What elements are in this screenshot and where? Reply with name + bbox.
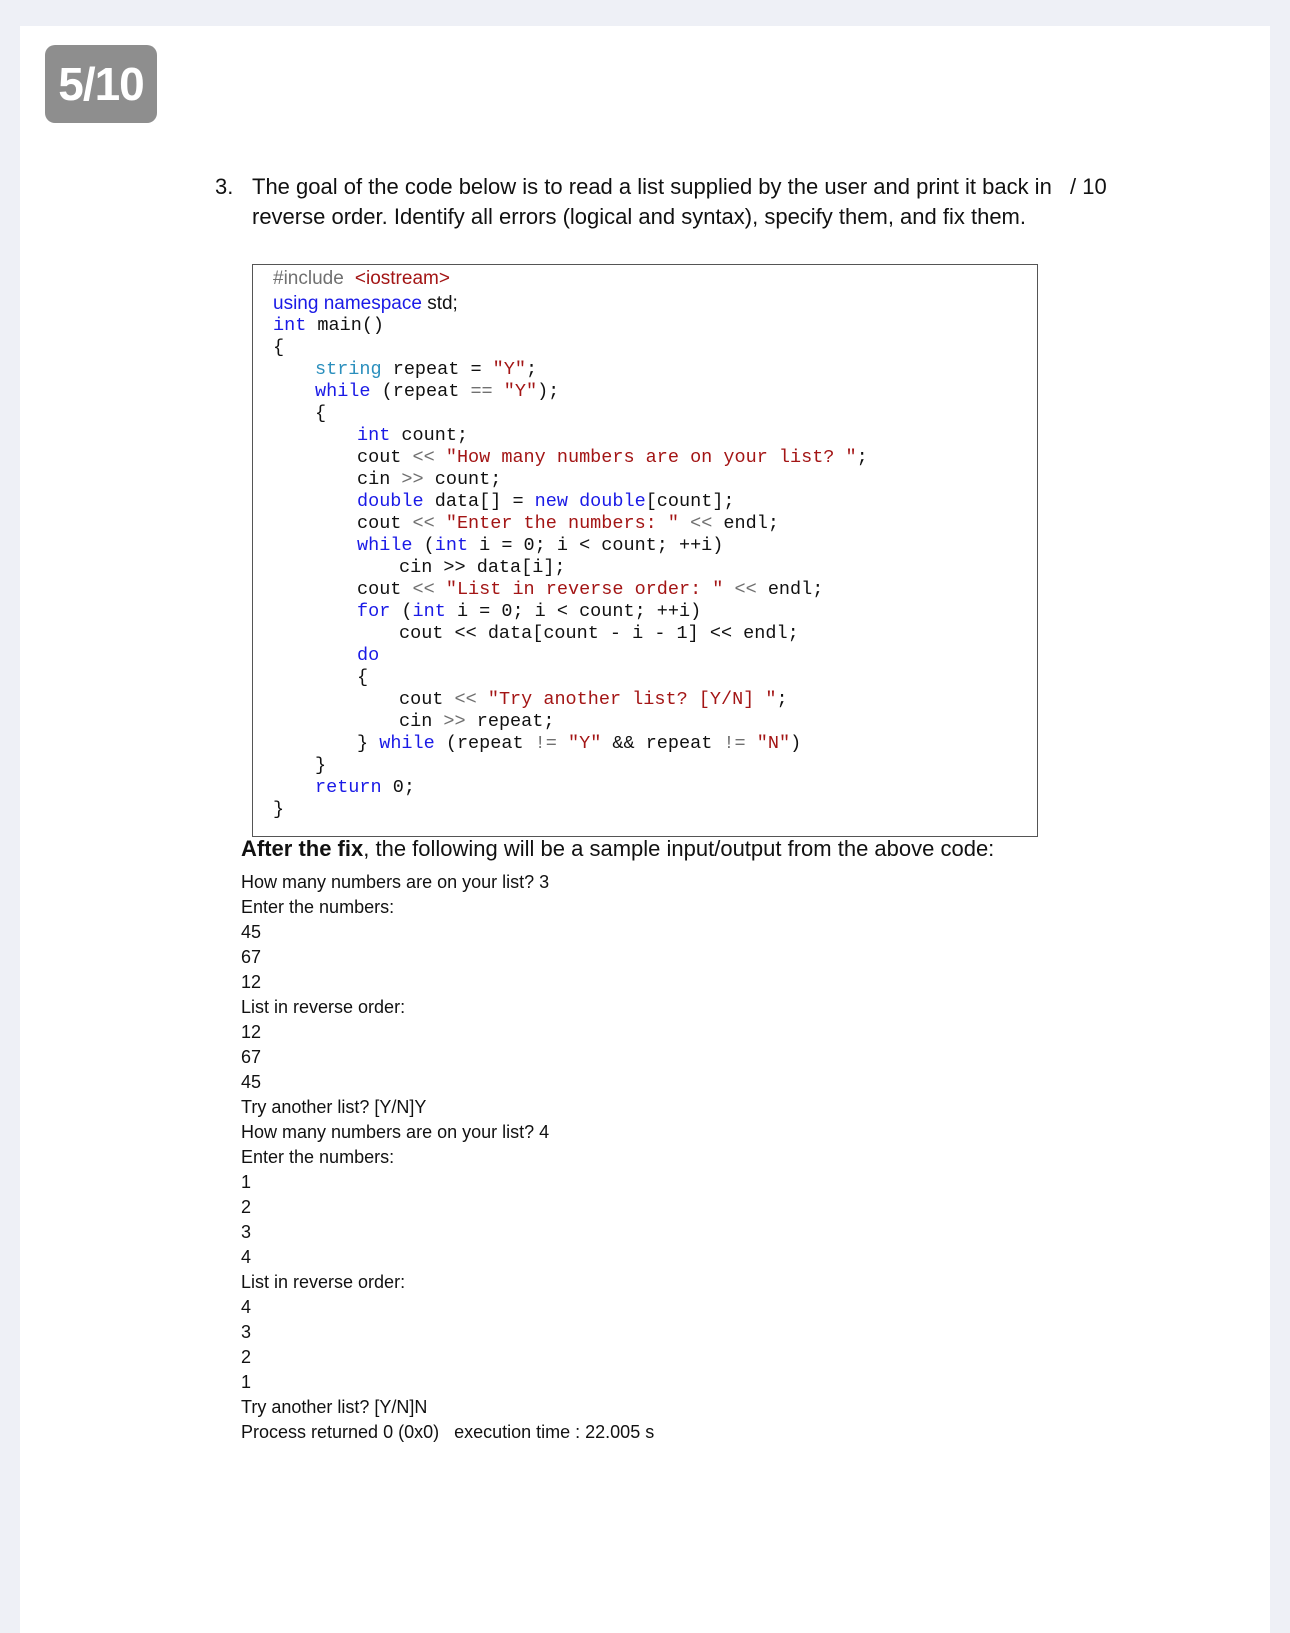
output-line: List in reverse order: xyxy=(241,1272,406,1292)
code-line-12: while (int i = 0; i < count; ++i) xyxy=(357,535,724,556)
output-line: 45 xyxy=(241,1072,262,1092)
code-line-main: int main() xyxy=(273,315,385,336)
code-line-6: { xyxy=(315,403,327,424)
output-line: 1 xyxy=(241,1172,252,1192)
page-counter-badge: 5/10 xyxy=(45,45,157,123)
document-page xyxy=(20,26,1270,1633)
output-line: 67 xyxy=(241,1047,262,1067)
output-line: Try another list? [Y/N]N xyxy=(241,1397,428,1417)
code-line-20: cin >> repeat; xyxy=(399,711,555,732)
output-line: 12 xyxy=(241,972,262,992)
code-line-5: while (repeat == "Y"); xyxy=(315,381,560,402)
code-line-19: cout << "Try another list? [Y/N] "; xyxy=(399,689,788,710)
code-line-24: } xyxy=(273,799,285,820)
question-3 xyxy=(215,172,1060,232)
code-line-15: for (int i = 0; i < count; ++i) xyxy=(357,601,702,622)
code-line-10: double data[] = new double[count]; xyxy=(357,491,735,512)
code-line-23: return 0; xyxy=(315,777,415,798)
code-line-11: cout << "Enter the numbers: " << endl; xyxy=(357,513,779,534)
code-line-14: cout << "List in reverse order: " << endl; xyxy=(357,579,824,600)
code-line-17: do xyxy=(357,645,380,666)
question-number: 3. xyxy=(215,174,234,199)
code-line-22: } xyxy=(315,755,327,776)
output-line: How many numbers are on your list? 4 xyxy=(241,1122,550,1142)
output-heading: After the fix, the following will be a sample input/output from the above code: xyxy=(241,836,995,861)
output-line: 2 xyxy=(241,1197,252,1217)
code-line-21: } while (repeat != "Y" && repeat != "N") xyxy=(357,733,802,754)
output-line: Try another list? [Y/N]Y xyxy=(241,1097,427,1117)
code-line-using: using namespace std; xyxy=(273,293,458,314)
code-line-8: cout << "How many numbers are on your list? "; xyxy=(357,447,868,468)
output-line: 1 xyxy=(241,1372,252,1392)
output-line: 67 xyxy=(241,947,262,967)
code-box xyxy=(252,264,1038,837)
output-line: 2 xyxy=(241,1347,252,1367)
output-line: Enter the numbers: xyxy=(241,897,395,917)
output-line: 3 xyxy=(241,1322,252,1342)
code-line-13: cin >> data[i]; xyxy=(399,557,566,578)
sample-output xyxy=(241,834,994,1445)
output-line: 4 xyxy=(241,1247,252,1267)
output-line: List in reverse order: xyxy=(241,997,406,1017)
code-line-9: cin >> count; xyxy=(357,469,502,490)
output-line: Enter the numbers: xyxy=(241,1147,395,1167)
code-line-open-brace: { xyxy=(273,337,285,358)
code-line-4: string repeat = "Y"; xyxy=(315,359,538,380)
question-points: / 10 xyxy=(1070,174,1107,199)
output-line: 45 xyxy=(241,922,262,942)
code-line-18: { xyxy=(357,667,369,688)
output-line: Process returned 0 (0x0) execution time : 22.005 s xyxy=(241,1422,655,1442)
code-line-7: int count; xyxy=(357,425,469,446)
output-line: How many numbers are on your list? 3 xyxy=(241,872,550,892)
output-line: 3 xyxy=(241,1222,252,1242)
code-line-include: #include <iostream> xyxy=(273,268,450,289)
output-line: 12 xyxy=(241,1022,262,1042)
question-text: The goal of the code below is to read a list supplied by the user and print it back in reverse order. Identify all errors (logical and syntax), specify them, and fix them. xyxy=(252,174,1052,229)
output-line: 4 xyxy=(241,1297,252,1317)
code-line-16: cout << data[count - i - 1] << endl; xyxy=(399,623,799,644)
